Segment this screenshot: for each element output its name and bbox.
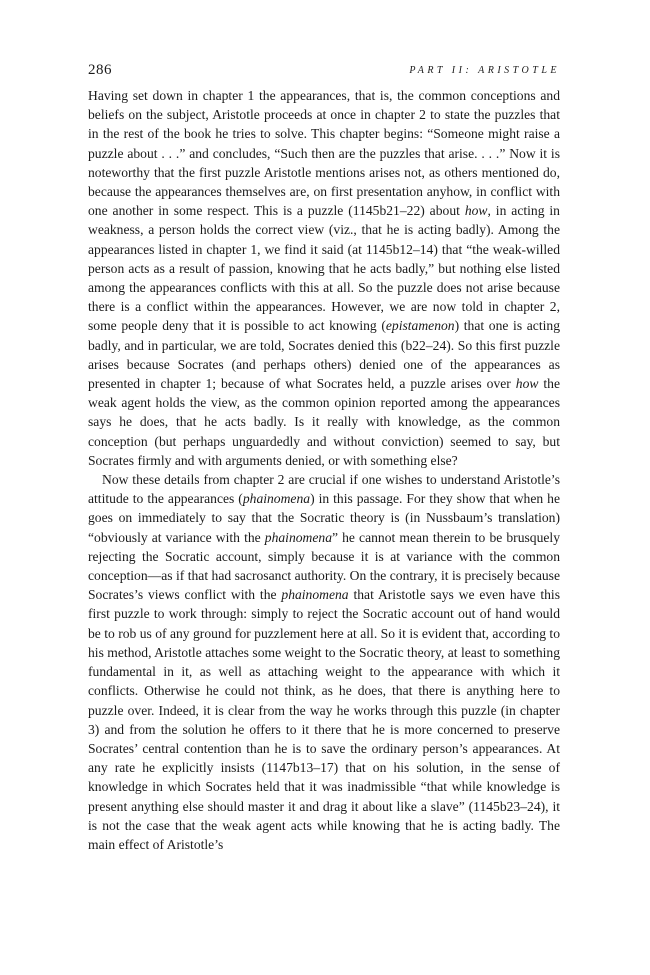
italic-term: phainomena	[242, 491, 311, 507]
text-run: , in acting in weakness, a person holds the correct view (viz., that he is acting badly). Among the appearances listed in chapter 1, we find it said (at 1145b12–14) that “the weak-willed person acts as a result of passion, knowing that he acts badly,” but nothing else listed among the appearances conflicts with this at all. So the puzzle does not arise because there is a conflict within the appearances. However, we are now told in chapter 2, some people deny that it is possible to act knowing (	[88, 203, 560, 334]
paragraph	[88, 470, 560, 854]
italic-term: phainomena	[281, 587, 349, 603]
text-run: the weak agent holds the view, as the common opinion reported among the appearances says he does, that he acts badly. Is it really with knowledge, as the common conception (but perhaps unguardedly and without conviction) seemed to say, but Socrates firmly and with arguments denied, or with something else?	[88, 376, 560, 468]
body-text	[88, 86, 560, 854]
running-head: PART II: ARISTOTLE	[409, 65, 560, 76]
page-number: 286	[88, 62, 112, 78]
italic-term: how	[515, 376, 539, 392]
text-run: ” he cannot mean therein to be brusquely rejecting the Socratic account, simply because it is at variance with the common conception—as if that had sacrosanct authority. On the contrary, it is precisely because Socrates’s views conflict with the	[88, 529, 560, 603]
text-run: that Aristotle says we even have this first puzzle to work through: simply to reject the Socratic account out of hand would be to rob us of any ground for puzzlement here at all. So it is evident that, according to his method, Aristotle attaches some weight to the Socratic theory, at least to something fundamental in it, as well as attaching weight to the appearance with which it conflicts. Otherwise he could not think, as he does, that there is anything here to puzzle over. Indeed, it is clear from the way he works through this puzzle (in chapter 3) and from the solution he offers to it there that he is more concerned to preserve Socrates’ central contention than he is to save the ordinary person’s appearances. At any rate he explicitly insists (1147b13–17) that on his solution, in the sense of knowledge in which Socrates held that it was inadmissible “that while knowledge is present anything else should master it and drag it about like a slave” (1145b23–24), it is not the case that the weak agent acts while knowing that he is acting badly. The main effect of Aristotle’s	[88, 587, 560, 852]
text-run: ) in this passage. For they show that when he goes on immediately to say that the Socratic theory is (in Nussbaum’s translation) “obviously at variance with the	[88, 491, 560, 545]
text-run: Having set down in chapter 1 the appearances, that is, the common conceptions and beliefs on the subject, Aristotle proceeds at once in chapter 2 to state the puzzles that in the rest of the book he tries to solve. This chapter begins: “Someone might raise a puzzle about . . .” and concludes, “Such then are the puzzles that arise. . . .” Now it is noteworthy that the first puzzle Aristotle mentions arises not, as others mentioned do, because the appearances themselves are, on first presentation anyhow, in conflict with one another in some respect. This is a puzzle (1145b21–22) about	[88, 88, 560, 219]
page-header	[88, 62, 560, 84]
text-run: Now these details from chapter 2 are crucial if one wishes to understand Aristotle’s attitude to the appearances (	[88, 472, 560, 507]
paragraph	[88, 86, 560, 470]
text-run: ) that one is acting badly, and in particular, we are told, Socrates denied this (b22–24). So this first puzzle arises because Socrates (and perhaps others) denied one of the appearances as presented in chapter 1; because of what Socrates held, a puzzle arises over	[88, 318, 560, 392]
italic-term: phainomena	[264, 529, 332, 545]
italic-term: how	[464, 203, 488, 219]
italic-term: epistamenon	[385, 318, 455, 334]
